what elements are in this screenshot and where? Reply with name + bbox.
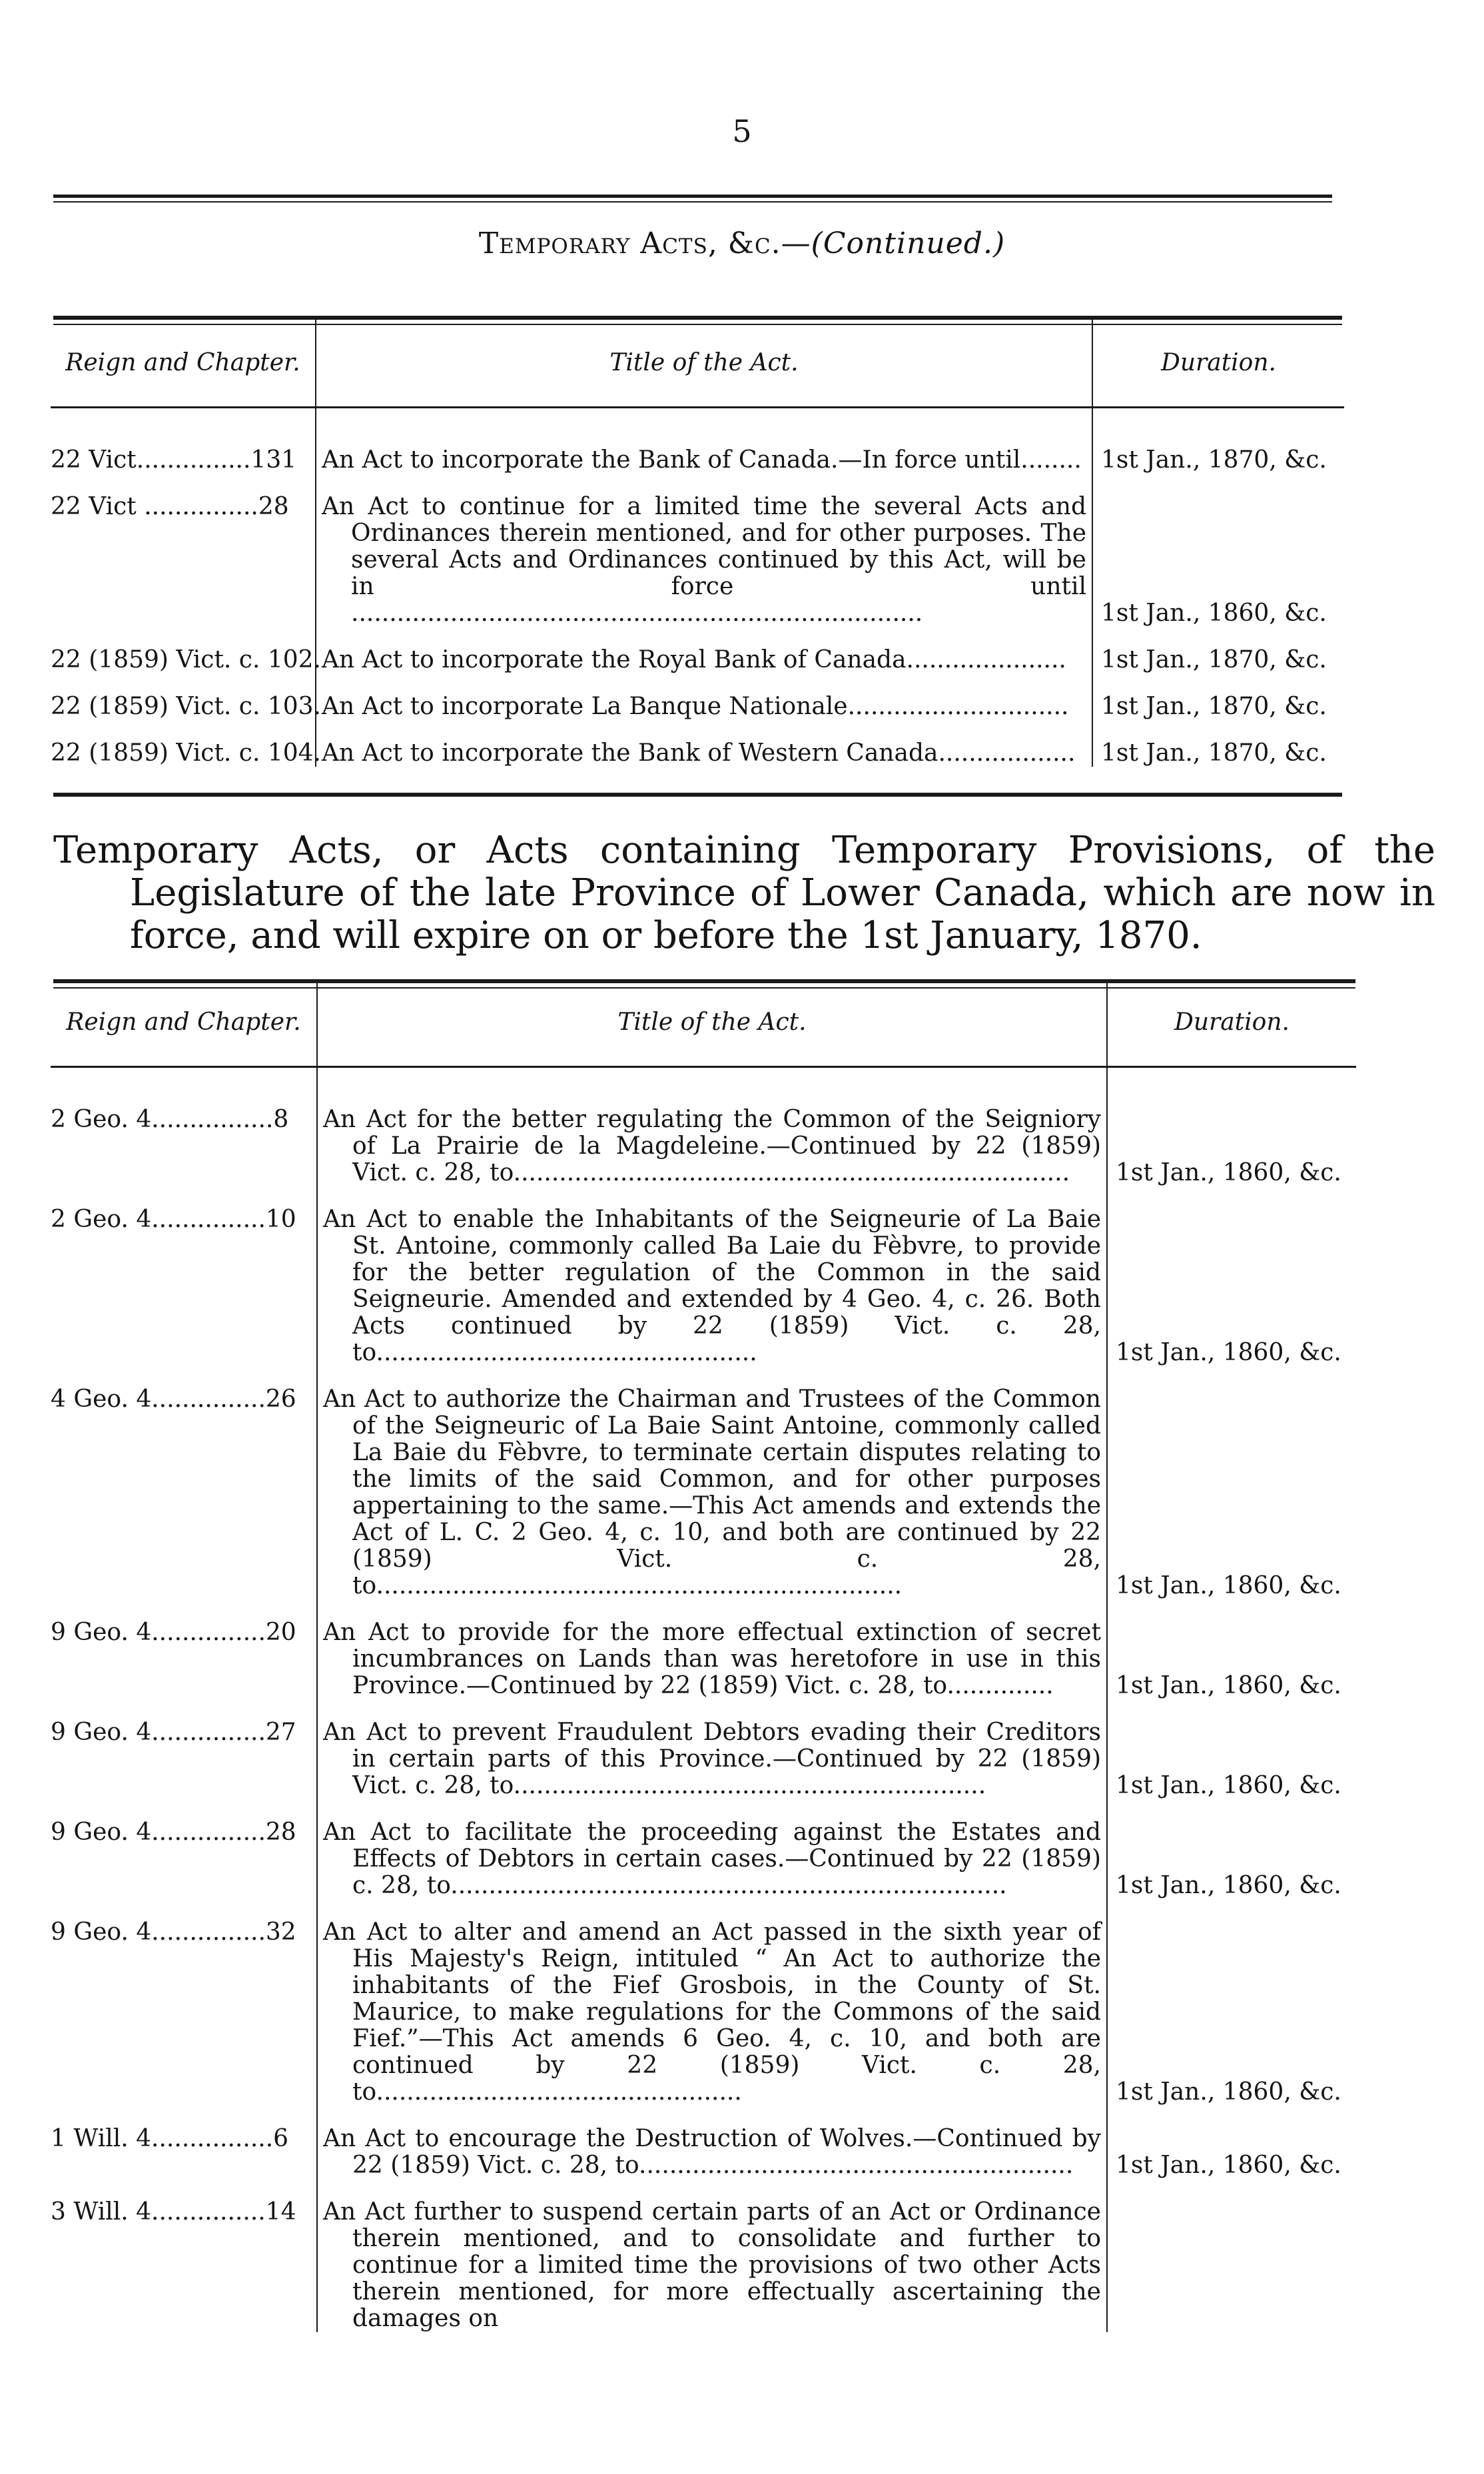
table-row [51, 720, 1344, 767]
title-cell [317, 1366, 1107, 1599]
reign-cell: 9 Geo. 4...............32 [51, 1899, 317, 2106]
table-lower-canada-temporary-acts [51, 979, 1356, 2332]
reign-cell: 2 Geo. 4...............10 [51, 1186, 317, 1366]
table-row [51, 1366, 1356, 1599]
title-cell [316, 720, 1092, 767]
reign-cell: 9 Geo. 4...............27 [51, 1699, 317, 1799]
table-row [51, 1086, 1356, 1186]
table-row [51, 427, 1344, 474]
duration-cell: 1st Jan., 1860, &c. [1116, 1772, 1341, 1799]
reign-cell: 4 Geo. 4...............26 [51, 1366, 317, 1599]
act-title: An Act to encourage the Destruction of Wolves.—Continued by 22 (1859) Vict. c. 28, to......................................................... [323, 2125, 1101, 2179]
act-title: An Act to incorporate La Banque Nationale............................. [322, 693, 1069, 720]
title-cell [317, 2179, 1107, 2332]
act-title: An Act to facilitate the proceeding against the Estates and Effects of Debtors in certain cases.—Continued by 22 (1859) c. 28, to......................................................................... [323, 1819, 1101, 1899]
duration-cell: 1st Jan., 1860, &c. [1116, 1159, 1341, 1186]
table1-header-title: Title of the Act. [316, 320, 1092, 408]
reign-cell: 22 (1859) Vict. c. 102. [51, 627, 316, 673]
reign-cell: 9 Geo. 4...............20 [51, 1599, 317, 1699]
duration-cell: 1st Jan., 1860, &c. [1116, 1872, 1341, 1899]
duration-cell: 1st Jan., 1860, &c. [1116, 1572, 1341, 1599]
title-cell [317, 2106, 1107, 2179]
act-title: An Act further to suspend certain parts of an Act or Ordinance therein mentioned, and to consolidate and further to continue for a limited time the provisions of two other Acts therein mentioned, for more effectually ascertaining the damages on [323, 2198, 1101, 2332]
duration-cell: 1st Jan., 1860, &c. [1116, 2078, 1341, 2106]
table-temporary-acts-continued [51, 320, 1344, 767]
duration-cell: 1st Jan., 1860, &c. [1116, 1672, 1341, 1699]
reign-cell: 9 Geo. 4...............28 [51, 1799, 317, 1899]
table2-header-duration: Duration. [1107, 979, 1356, 1067]
duration-cell: 1st Jan., 1870, &c. [1101, 646, 1327, 673]
act-title: An Act to alter and amend an Act passed in the sixth year of His Majesty's Reign, intituled “ An Act to authorize the inhabitants of the Fief Grosbois, in the County of St. Maurice, to make regulations for the Commons of the said Fief.”—This Act amends 6 Geo. 4, c. 10, and both are continued by 22 (1859) Vict. c. 28, to................................................ [323, 1918, 1101, 2106]
top-rule-thin [53, 201, 1332, 203]
act-title: An Act to provide for the more effectual extinction of secret incumbrances on Lands than was heretofore in use in this Province.—Continued by 22 (1859) Vict. c. 28, to.............. [323, 1619, 1101, 1699]
act-title: An Act to continue for a limited time the several Acts and Ordinances therein mentioned, and for other purposes. The several Acts and Ordinances continued by this Act, will be in force until ........................................................................... [322, 493, 1086, 627]
title-cell [317, 1699, 1107, 1799]
table1-header-duration: Duration. [1092, 320, 1344, 408]
reign-cell: 1 Will. 4................6 [51, 2106, 317, 2179]
continued-title-italic: (Continued.) [811, 226, 1006, 260]
table-row [51, 627, 1344, 673]
title-cell [317, 1899, 1107, 2106]
act-title: An Act to incorporate the Royal Bank of Canada..................... [322, 646, 1066, 673]
section-title: Temporary Acts, or Acts containing Temporary Provisions, of the Legislature of the late Province of Lower Canada, which are now in force, and will expire on or before the 1st January, 1870. [53, 829, 1435, 957]
duration-cell [1107, 2179, 1356, 2332]
duration-cell: 1st Jan., 1870, &c. [1101, 446, 1327, 474]
continued-title-main: Temporary Acts, &c.— [478, 226, 811, 260]
title-cell [317, 1086, 1107, 1186]
title-cell [316, 673, 1092, 720]
duration-cell: 1st Jan., 1870, &c. [1101, 739, 1327, 767]
table-row [51, 2179, 1356, 2332]
reign-cell: 22 Vict...............131 [51, 427, 316, 474]
reign-cell: 3 Will. 4...............14 [51, 2179, 317, 2332]
table-row [51, 1799, 1356, 1899]
reign-cell: 22 Vict ...............28 [51, 474, 316, 627]
table-row [51, 1599, 1356, 1699]
title-cell [317, 1599, 1107, 1699]
duration-cell: 1st Jan., 1870, &c. [1101, 693, 1327, 720]
table2-header-reign: Reign and Chapter. [51, 979, 317, 1067]
page-number: 5 [732, 113, 752, 149]
reign-cell: 22 (1859) Vict. c. 104. [51, 720, 316, 767]
act-title: An Act to authorize the Chairman and Trustees of the Common of the Seigneuric of La Baie Saint Antoine, commonly called La Baie du Fèbvre, to terminate certain disputes relating to the limits of the said Common, and for other purposes appertaining to the same.—This Act amends and extends the Act of L. C. 2 Geo. 4, c. 10, and both are continued by 22 (1859) Vict. c. 28, to..................................................................... [323, 1386, 1101, 1599]
duration-cell: 1st Jan., 1860, &c. [1101, 600, 1327, 627]
table-row [51, 1899, 1356, 2106]
act-title: An Act for the better regulating the Common of the Seigniory of La Prairie de la Magdeleine.—Continued by 22 (1859) Vict. c. 28, to......................................................................... [323, 1106, 1101, 1186]
act-title: An Act to incorporate the Bank of Canada.—In force until........ [322, 446, 1082, 474]
title-cell [317, 1799, 1107, 1899]
act-title: An Act to enable the Inhabitants of the Seigneurie of La Baie St. Antoine, commonly called Ba Laie du Fèbvre, to provide for the better regulation of the Common in the said Seigneurie. Amended and extended by 4 Geo. 4, c. 26. Both Acts continued by 22 (1859) Vict. c. 28, to.................................................. [323, 1206, 1101, 1366]
title-cell [316, 474, 1092, 627]
table1-header-reign: Reign and Chapter. [51, 320, 316, 408]
title-cell [317, 1186, 1107, 1366]
top-rule [53, 195, 1332, 198]
table1-bottom-rule [53, 793, 1342, 797]
act-title: An Act to prevent Fraudulent Debtors evading their Creditors in certain parts of this Province.—Continued by 22 (1859) Vict. c. 28, to.............................................................. [323, 1719, 1101, 1799]
duration-cell: 1st Jan., 1860, &c. [1116, 1339, 1341, 1366]
table-row [51, 2106, 1356, 2179]
reign-cell: 22 (1859) Vict. c. 103. [51, 673, 316, 720]
title-cell [316, 627, 1092, 673]
table-row [51, 474, 1344, 627]
reign-cell: 2 Geo. 4................8 [51, 1086, 317, 1186]
duration-cell: 1st Jan., 1860, &c. [1116, 2152, 1341, 2179]
table-row [51, 1186, 1356, 1366]
table2-header-title: Title of the Act. [317, 979, 1107, 1067]
table-row [51, 673, 1344, 720]
title-cell [316, 427, 1092, 474]
continued-title [0, 226, 1484, 260]
table-row [51, 1699, 1356, 1799]
act-title: An Act to incorporate the Bank of Western Canada.................. [322, 739, 1076, 767]
